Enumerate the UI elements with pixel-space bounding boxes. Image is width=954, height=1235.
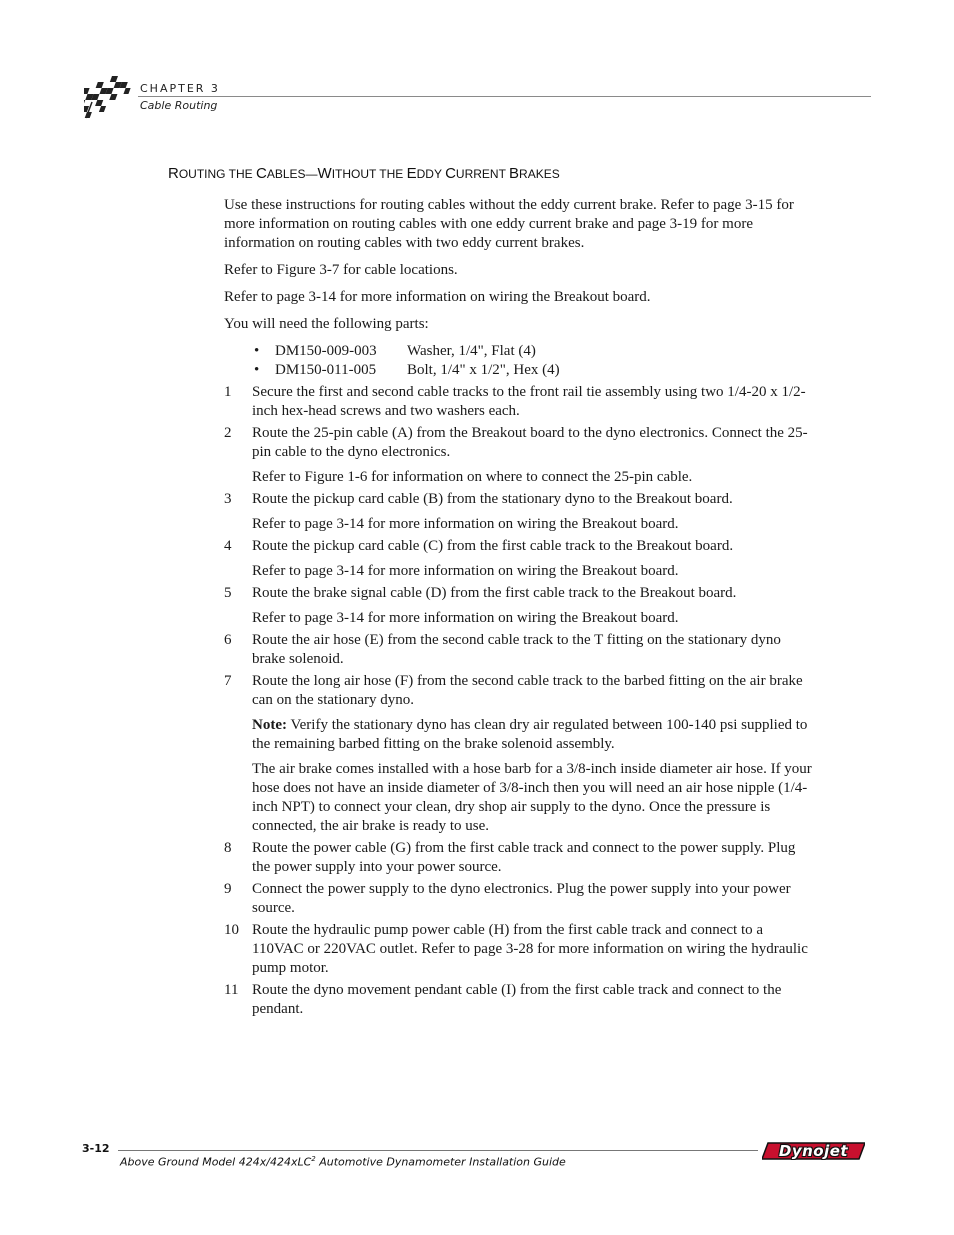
- steps-list: [224, 383, 816, 1019]
- page-reference: Refer to page 3-14 for more information on wiring the Breakout board.: [224, 289, 651, 305]
- note-text: Verify the stationary dyno has clean dry air regulated between 100-140 psi supplied to the remaining barbed fitting on the brake solenoid assembly.: [252, 717, 808, 752]
- page-header: [0, 0, 954, 130]
- figure-reference: Refer to Figure 3-7 for cable locations.: [224, 262, 458, 278]
- document-title-rest: Automotive Dynamometer Installation Guide: [315, 1155, 566, 1169]
- part-description: Bolt, 1/4" x 1/2", Hex (4): [407, 362, 560, 378]
- parts-list: [224, 342, 816, 380]
- section-name: Cable Routing: [140, 99, 218, 112]
- step-text: Connect the power supply to the dyno electronics. Plug the power supply into your power source.: [252, 881, 791, 916]
- title-part: C: [255, 165, 267, 182]
- title-part: URRENT: [455, 167, 510, 181]
- step-item: [224, 981, 816, 1019]
- step-text: Route the power cable (G) from the first cable track and connect to the power supply. Plug the power supply into your power source.: [252, 840, 796, 875]
- title-part: B: [509, 165, 520, 182]
- title-part: ITHOUT THE: [331, 167, 407, 181]
- step-text: Route the brake signal cable (D) from the first cable track to the Breakout board.: [252, 585, 737, 601]
- step-item: [224, 584, 816, 628]
- step-subtext: Refer to page 3-14 for more information on wiring the Breakout board.: [252, 610, 679, 626]
- step-number: 9: [224, 881, 232, 897]
- document-title-main: Above Ground Model 424x/424xLC: [120, 1155, 312, 1169]
- parts-intro: You will need the following parts:: [224, 316, 429, 332]
- step-text: Route the pickup card cable (B) from the stationary dyno to the Breakout board.: [252, 491, 733, 507]
- logo-text: Dynojet: [778, 1142, 849, 1160]
- step-text: Route the 25-pin cable (A) from the Breakout board to the dyno electronics. Connect the 25-pin cable to the dyno electronics.: [252, 425, 808, 460]
- bullet-icon: •: [254, 343, 260, 359]
- title-part: OUTING THE: [178, 167, 256, 181]
- footer-divider: [118, 1150, 758, 1151]
- step-number: 2: [224, 425, 232, 441]
- step-item: [224, 880, 816, 918]
- header-divider: [138, 96, 871, 97]
- chapter-label: CHAPTER 3: [140, 82, 220, 95]
- step-subtext: The air brake comes installed with a hose barb for a 3/8-inch inside diameter air hose. If your hose does not have an inside diameter of 3/8-inch then you will need an air hose nipple (1/4-inch NPT) to connect your clean, dry shop air supply to the dyno. Once the pressure is connected, the air brake is ready to use.: [252, 761, 812, 834]
- title-part: E: [406, 165, 417, 182]
- step-item: [224, 424, 816, 487]
- checkered-flag-icon: [84, 76, 134, 120]
- dynojet-logo: [762, 1141, 865, 1161]
- part-description: Washer, 1/4", Flat (4): [407, 343, 536, 359]
- step-item: [224, 839, 816, 877]
- step-text: Secure the first and second cable tracks to the front rail tie assembly using two 1/4-20 x 1/2-inch hex-head screws and two washers each.: [252, 384, 806, 419]
- document-title-superscript: 2: [311, 1155, 316, 1163]
- main-content: [224, 196, 816, 1022]
- step-item: [224, 537, 816, 581]
- document-title: [120, 1155, 566, 1169]
- title-part: DDY: [416, 167, 446, 181]
- intro-paragraph: Use these instructions for routing cables without the eddy current brake. Refer to page 3-15 for more information on routing cables with one eddy current brake and page 3-19 for more information on routing cables with two eddy current brakes.: [224, 197, 794, 251]
- step-number: 4: [224, 538, 232, 554]
- title-part: RAKES: [519, 167, 560, 181]
- step-text: Route the dyno movement pendant cable (I) from the first cable track and connect to the pendant.: [252, 982, 782, 1017]
- step-text: Route the hydraulic pump power cable (H) from the first cable track and connect to a 110VAC or 220VAC outlet. Refer to page 3-28 for more information on wiring the hydraulic pump motor.: [252, 922, 808, 976]
- title-part: W: [317, 165, 332, 182]
- step-item: [224, 490, 816, 534]
- step-subtext: Refer to page 3-14 for more information on wiring the Breakout board.: [252, 516, 679, 532]
- section-title: [168, 165, 560, 182]
- bullet-icon: •: [254, 362, 260, 378]
- step-item: [224, 383, 816, 421]
- step-text: Route the air hose (E) from the second cable track to the T fitting on the stationary dyno brake solenoid.: [252, 632, 781, 667]
- step-subtext: Refer to Figure 1-6 for information on where to connect the 25-pin cable.: [252, 469, 693, 485]
- step-number: 8: [224, 840, 232, 856]
- parts-list-item: [224, 342, 816, 361]
- title-part: C: [445, 165, 456, 182]
- step-item: [224, 921, 816, 978]
- page-footer: [0, 1130, 954, 1190]
- step-item: [224, 672, 816, 836]
- step-number: 3: [224, 491, 232, 507]
- page-number: 3-12: [82, 1142, 110, 1155]
- step-text: Route the long air hose (F) from the second cable track to the barbed fitting on the air brake can on the stationary dyno.: [252, 673, 803, 708]
- step-item: [224, 631, 816, 669]
- step-note: [252, 716, 816, 754]
- step-number: 10: [224, 922, 239, 938]
- title-part: ABLES—: [266, 167, 318, 181]
- part-number: DM150-011-005: [275, 362, 377, 378]
- step-number: 6: [224, 632, 232, 648]
- step-number: 11: [224, 982, 239, 998]
- title-part: R: [168, 165, 179, 182]
- step-number: 7: [224, 673, 232, 689]
- step-subtext: Refer to page 3-14 for more information on wiring the Breakout board.: [252, 563, 679, 579]
- step-text: Route the pickup card cable (C) from the first cable track to the Breakout board.: [252, 538, 734, 554]
- step-number: 5: [224, 585, 232, 601]
- part-number: DM150-009-003: [275, 343, 377, 359]
- step-number: 1: [224, 384, 232, 400]
- note-label: Note:: [252, 717, 287, 733]
- parts-list-item: [224, 361, 816, 380]
